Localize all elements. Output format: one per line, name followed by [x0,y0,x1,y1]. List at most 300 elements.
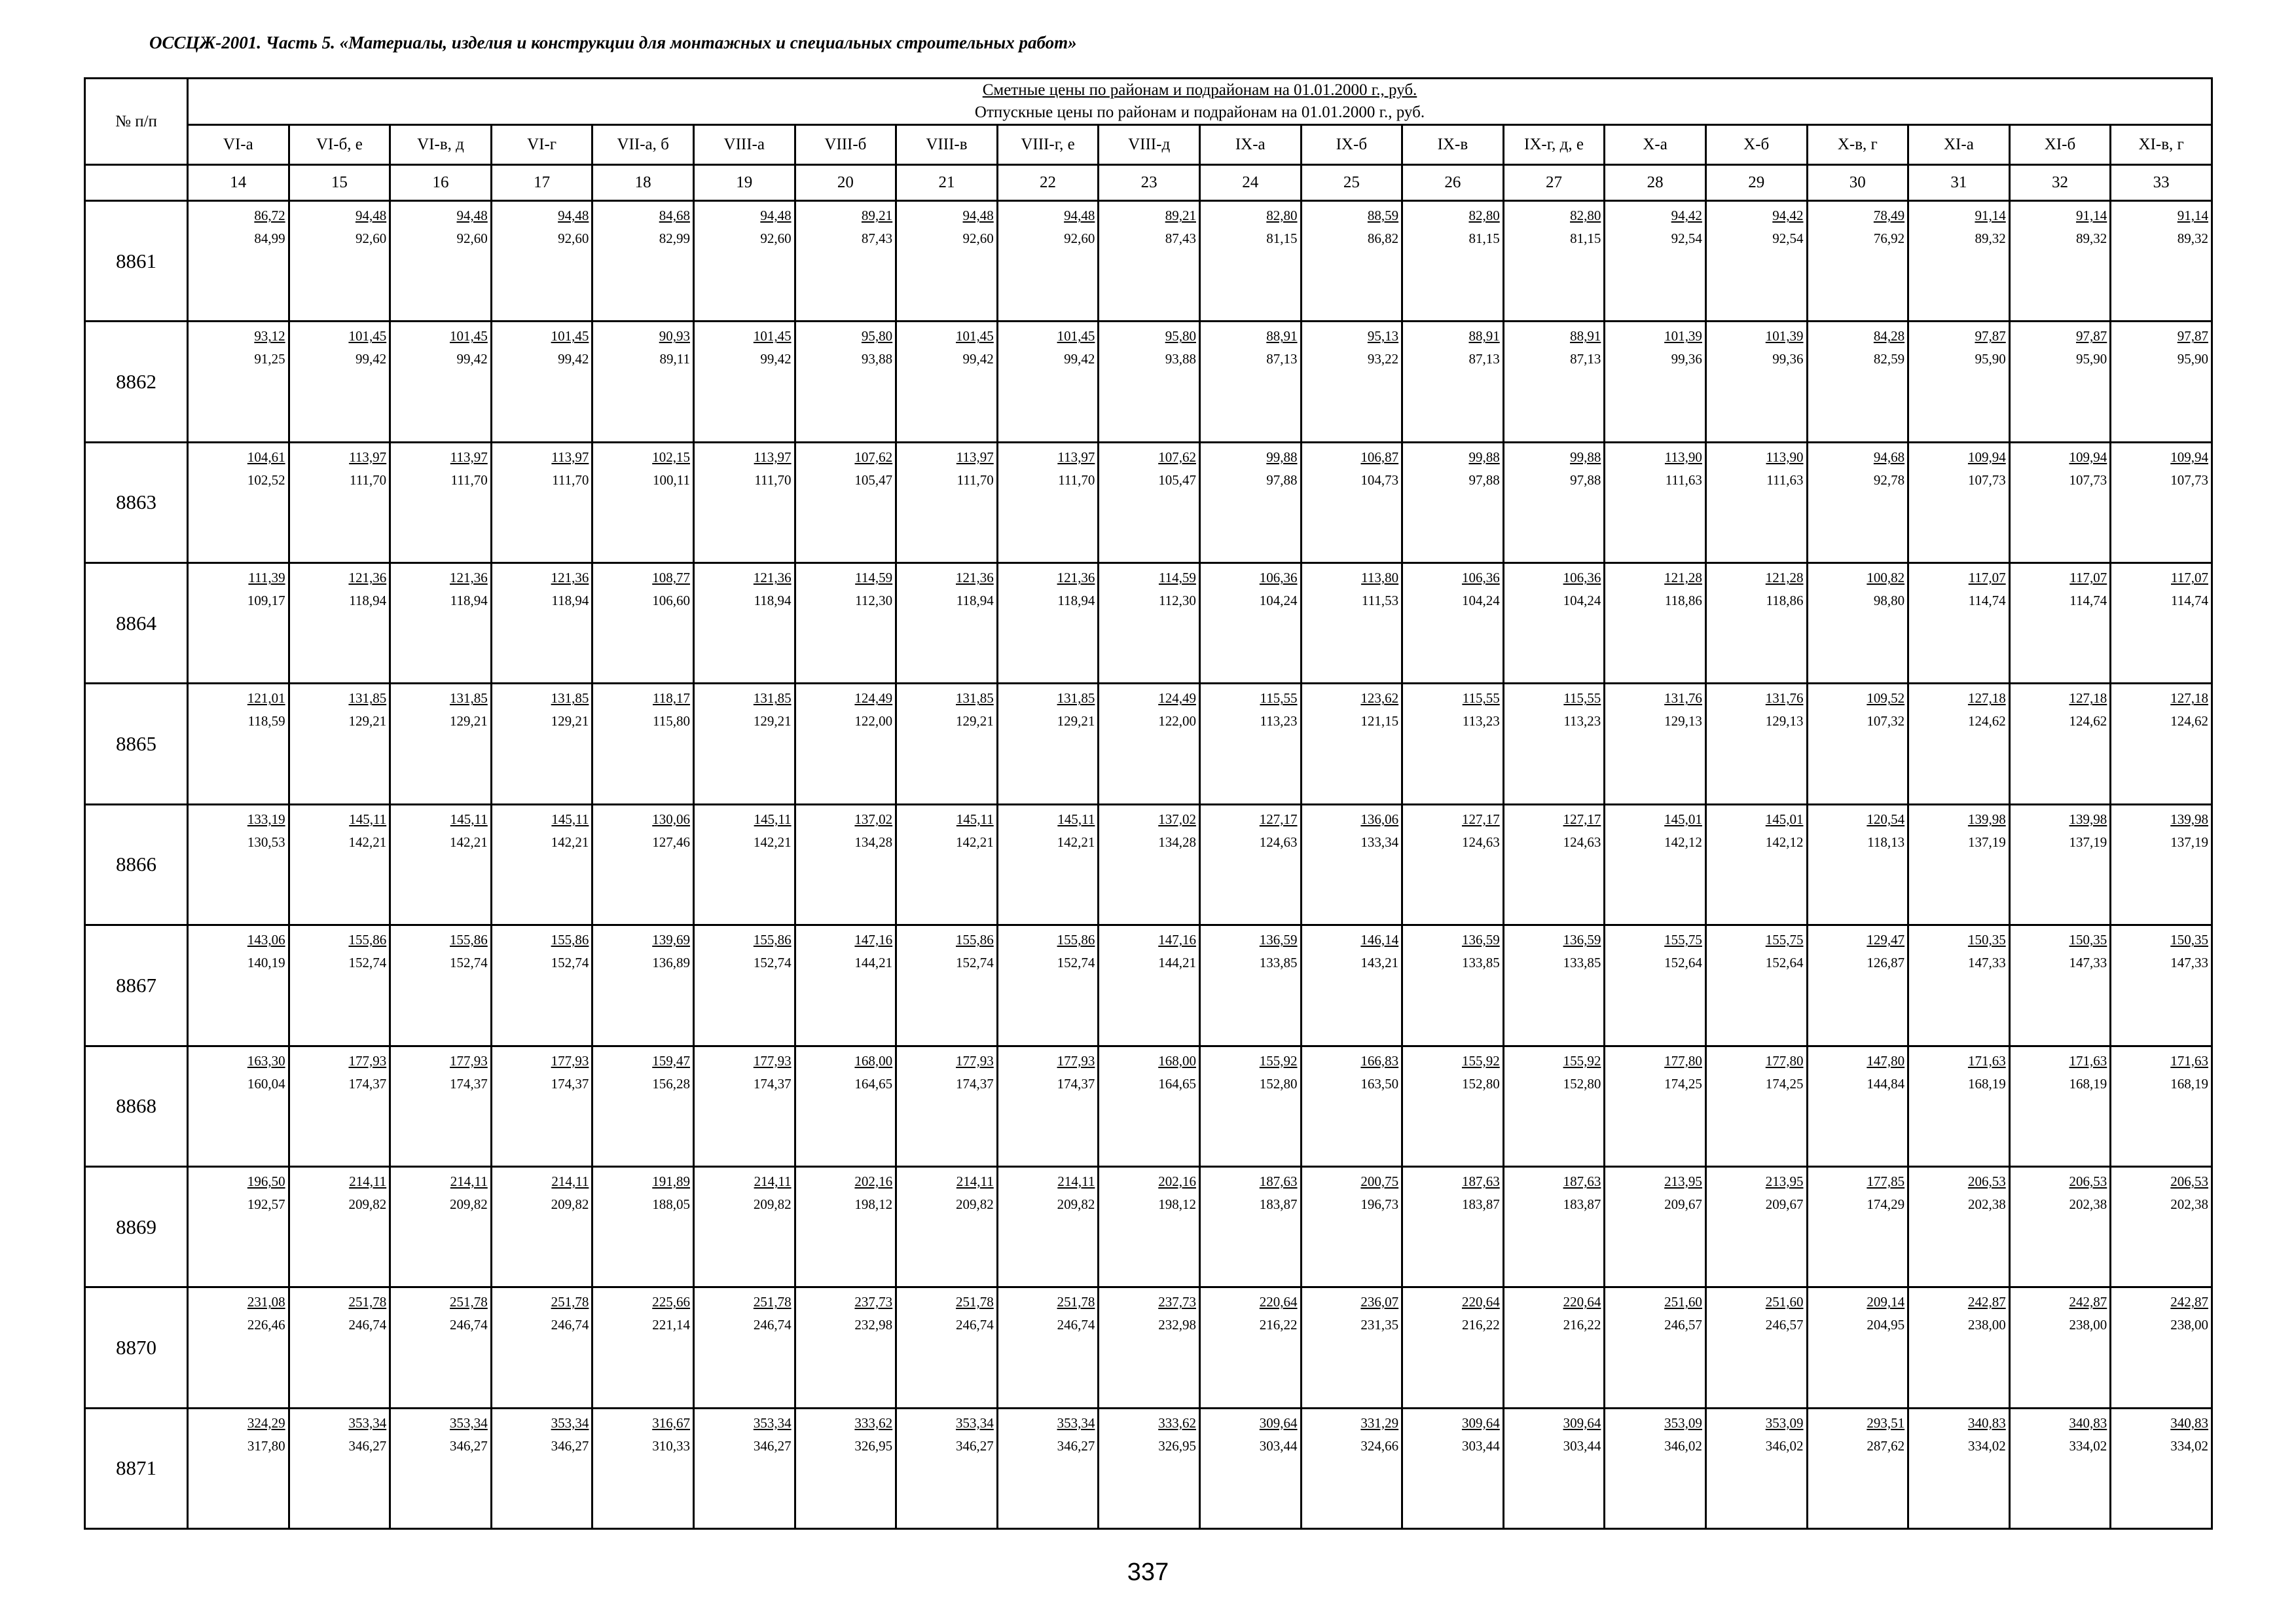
estimate-price: 202,16 [1158,1173,1196,1189]
price-cell [896,1287,998,1408]
release-price: 82,59 [1873,351,1905,367]
release-price: 137,19 [1967,834,2006,850]
estimate-price: 213,95 [1765,1173,1804,1189]
release-price: 118,13 [1867,834,1905,850]
price-cell [2009,1166,2111,1287]
release-price: 98,80 [1873,593,1905,609]
price-cell [491,804,592,925]
estimate-price: 84,68 [659,208,690,223]
estimate-price: 127,18 [2069,690,2107,707]
price-cell [1503,563,1605,684]
release-price: 109,17 [247,593,285,609]
price-cell [491,442,592,563]
estimate-price: 94,48 [760,208,792,223]
estimate-price: 101,39 [1664,328,1702,344]
release-price: 346,27 [551,1437,589,1454]
estimate-price: 99,88 [1570,449,1601,465]
price-cell [188,201,289,322]
estimate-price: 117,07 [2171,570,2208,586]
price-cell [1605,1408,1706,1528]
estimate-price: 121,01 [247,690,285,707]
price-cell [1099,1408,1200,1528]
column-index: 26 [1402,165,1504,201]
row-number: 8871 [85,1408,188,1528]
estimate-price: 133,19 [247,811,285,827]
estimate-price: 88,91 [1570,328,1601,344]
table-row [85,1408,2212,1528]
row-number: 8870 [85,1287,188,1408]
price-cell [896,684,998,804]
price-cell [1199,563,1301,684]
estimate-price: 104,61 [247,449,285,465]
release-price: 164,65 [1158,1075,1196,1092]
price-cell [1301,925,1402,1046]
price-cell [2009,1408,2111,1528]
release-price: 104,24 [1563,593,1601,609]
estimate-price: 114,59 [1158,570,1196,586]
release-price: 99,42 [355,351,387,367]
running-header: ОССЦЖ-2001. Часть 5. «Материалы, изделия и конструкции для монтажных и специальных строительных работ» [149,33,1077,52]
price-cell [2009,925,2111,1046]
estimate-price: 101,45 [551,328,589,344]
price-cell [1807,1166,1908,1287]
release-price: 209,82 [1057,1196,1095,1212]
price-cell [1807,804,1908,925]
release-price: 99,36 [1772,351,1804,367]
price-cell [1199,1408,1301,1528]
column-index: 29 [1705,165,1807,201]
release-price: 326,95 [1158,1437,1196,1454]
price-cell [1402,1046,1504,1166]
release-price: 142,21 [348,834,387,850]
estimate-price: 91,14 [1975,208,2006,223]
district-header: IX-г, д, е [1503,125,1605,165]
estimate-price: 114,59 [855,570,893,586]
release-price: 346,27 [753,1437,792,1454]
price-cell [693,1408,795,1528]
price-cell [997,1408,1099,1528]
row-number: 8866 [85,804,188,925]
estimate-price: 106,36 [1563,570,1601,586]
release-price: 246,57 [1664,1317,1702,1333]
price-cell [2009,804,2111,925]
price-cell [1402,1166,1504,1287]
price-cell [1301,1046,1402,1166]
release-price: 97,88 [1468,471,1500,488]
estimate-price: 127,18 [1967,690,2006,707]
estimate-price: 150,35 [2069,932,2107,948]
release-price: 202,38 [2069,1196,2107,1212]
release-price: 346,27 [450,1437,488,1454]
price-cell [289,1287,390,1408]
price-cell [997,442,1099,563]
price-cell [1199,322,1301,442]
price-cell [1099,1287,1200,1408]
district-header: VII-а, б [592,125,694,165]
estimate-price: 187,63 [1461,1173,1500,1189]
estimate-price: 121,28 [1765,570,1804,586]
release-price: 134,28 [854,834,893,850]
estimate-price: 115,55 [1260,690,1298,707]
district-header: VI-б, е [289,125,390,165]
price-cell [592,684,694,804]
release-price: 89,32 [2177,231,2208,246]
price-cell [1605,563,1706,684]
release-price: 231,35 [1360,1317,1399,1333]
release-price: 118,59 [247,713,285,729]
release-price: 114,74 [1968,593,2006,609]
price-cell [2111,925,2212,1046]
price-cell [1402,1287,1504,1408]
release-price: 346,27 [956,1437,994,1454]
release-price: 192,57 [247,1196,285,1212]
price-cell [592,925,694,1046]
price-cell [997,322,1099,442]
price-cell [2111,563,2212,684]
estimate-price: 107,62 [854,449,893,465]
estimate-price: 333,62 [854,1414,893,1431]
estimate-price: 137,02 [854,811,893,827]
release-price: 111,70 [552,471,589,488]
table-row [85,201,2212,322]
price-cell [2111,322,2212,442]
release-price: 156,28 [652,1075,690,1092]
release-price: 152,74 [956,955,994,971]
release-price: 202,38 [1967,1196,2006,1212]
price-cell [390,925,492,1046]
estimate-price: 145,11 [956,811,994,827]
estimate-price: 214,11 [349,1173,387,1189]
estimate-price: 177,93 [753,1052,792,1069]
price-cell [188,1287,289,1408]
estimate-price: 99,88 [1266,449,1298,465]
estimate-price: 353,34 [551,1414,589,1431]
estimate-price: 139,69 [652,932,690,948]
estimate-price: 242,87 [2069,1294,2107,1310]
price-cell [1908,1408,2010,1528]
price-cell [289,1046,390,1166]
estimate-price: 124,49 [854,690,893,707]
price-cell [997,925,1099,1046]
price-cell [2111,1287,2212,1408]
price-cell [1199,1046,1301,1166]
price-cell [1605,804,1706,925]
price-cell [188,1046,289,1166]
release-price: 346,02 [1765,1437,1804,1454]
release-price: 87,13 [1570,351,1601,367]
estimate-price: 206,53 [2069,1173,2107,1189]
release-price: 87,43 [861,231,893,246]
row-number: 8864 [85,563,188,684]
estimate-price: 127,17 [1259,811,1298,827]
release-price: 303,44 [1259,1437,1298,1454]
price-cell [1605,925,1706,1046]
price-cell [2111,684,2212,804]
estimate-price: 101,45 [956,328,994,344]
price-cell [390,563,492,684]
release-price: 147,33 [1967,955,2006,971]
price-cell [2111,1166,2212,1287]
estimate-price: 159,47 [652,1052,690,1069]
price-cell [795,1166,896,1287]
estimate-price: 94,48 [456,208,488,223]
estimate-price: 90,93 [659,328,690,344]
table-row [85,684,2212,804]
price-cell [2009,442,2111,563]
estimate-price: 94,42 [1772,208,1804,223]
estimate-price: 251,60 [1664,1294,1702,1310]
estimate-price: 177,93 [348,1052,387,1069]
release-price: 111,63 [1766,471,1804,488]
price-cell [188,563,289,684]
price-cell [1099,563,1200,684]
price-cell [1908,925,2010,1046]
release-price: 104,73 [1360,471,1399,488]
price-cell [1503,1408,1605,1528]
row-number: 8869 [85,1166,188,1287]
price-cell [1099,201,1200,322]
estimate-price: 136,59 [1563,932,1601,948]
district-header: X-в, г [1807,125,1908,165]
release-price: 174,37 [753,1075,792,1092]
estimate-price: 155,86 [450,932,488,948]
release-price: 92,60 [1064,231,1095,246]
price-cell [1199,1287,1301,1408]
price-cell [188,322,289,442]
price-cell [1807,1046,1908,1166]
estimate-price: 91,14 [2177,208,2208,223]
estimate-price: 131,85 [956,690,994,707]
release-price: 82,99 [659,231,690,246]
estimate-price: 99,88 [1468,449,1500,465]
estimate-price: 353,34 [348,1414,387,1431]
price-cell [1099,925,1200,1046]
price-cell [1503,1166,1605,1287]
estimate-price: 88,91 [1266,328,1298,344]
column-index: 28 [1605,165,1706,201]
release-price: 92,54 [1772,231,1804,246]
price-cell [491,684,592,804]
estimate-price: 102,15 [652,449,690,465]
estimate-price: 166,83 [1360,1052,1399,1069]
price-cell [390,201,492,322]
release-price: 129,21 [450,713,488,729]
release-price: 188,05 [652,1196,690,1212]
price-cell [1199,201,1301,322]
release-price: 113,23 [1563,713,1601,729]
price-cell [2009,684,2111,804]
price-cell [896,1166,998,1287]
price-cell [1301,1408,1402,1528]
price-cell [491,201,592,322]
estimate-price: 113,90 [1664,449,1702,465]
release-price: 246,74 [1057,1317,1095,1333]
price-cell [188,804,289,925]
column-index: 14 [188,165,289,201]
release-price: 107,73 [1967,471,2006,488]
release-price: 142,21 [551,834,589,850]
release-price: 142,21 [450,834,488,850]
release-price: 92,78 [1873,471,1905,488]
release-price: 122,00 [1158,713,1196,729]
release-price: 147,33 [2170,955,2208,971]
column-index: 30 [1807,165,1908,201]
release-price: 133,85 [1563,955,1601,971]
release-prices-title: Отпускные цены по районам и подрайонам на 01.01.2000 г., руб. [974,103,1425,121]
price-cell [1402,201,1504,322]
estimate-price: 231,08 [247,1294,285,1310]
estimate-price: 131,76 [1765,690,1804,707]
estimate-price: 101,45 [753,328,792,344]
release-price: 204,95 [1867,1317,1905,1333]
release-price: 118,94 [1057,593,1095,609]
price-cell [795,1046,896,1166]
column-index: 21 [896,165,998,201]
release-price: 209,82 [551,1196,589,1212]
release-price: 130,53 [247,834,285,850]
price-cell [1807,563,1908,684]
price-cell [592,1287,694,1408]
release-price: 99,42 [962,351,994,367]
release-price: 111,70 [349,471,387,488]
estimate-price: 94,42 [1671,208,1702,223]
price-cell [997,1287,1099,1408]
price-cell [592,201,694,322]
estimate-price: 155,75 [1765,932,1804,948]
table-row [85,804,2212,925]
price-cell [1807,201,1908,322]
price-cell [491,925,592,1046]
price-cell [1605,442,1706,563]
price-cell [1807,925,1908,1046]
release-price: 86,82 [1367,231,1399,246]
price-cell [1605,1046,1706,1166]
release-price: 144,21 [1158,955,1196,971]
estimate-price: 121,36 [956,570,994,586]
price-cell [2009,1046,2111,1166]
release-price: 89,11 [659,351,690,367]
release-price: 93,88 [861,351,893,367]
price-cell [1705,322,1807,442]
release-price: 81,15 [1570,231,1601,246]
estimate-price: 353,34 [956,1414,994,1431]
district-header: VIII-г, е [997,125,1099,165]
estimate-price: 145,11 [1057,811,1095,827]
estimate-price: 117,07 [1968,570,2006,586]
estimate-price: 177,93 [1057,1052,1095,1069]
release-price: 95,90 [2076,351,2107,367]
release-price: 174,37 [348,1075,387,1092]
release-price: 118,94 [551,593,589,609]
release-price: 97,88 [1266,471,1298,488]
price-cell [491,1046,592,1166]
estimate-price: 113,97 [349,449,387,465]
release-price: 89,32 [2076,231,2107,246]
release-price: 92,60 [962,231,994,246]
price-cell [1605,1166,1706,1287]
price-cell [390,322,492,442]
release-price: 137,19 [2170,834,2208,850]
release-price: 168,19 [1967,1075,2006,1092]
district-header: XI-в, г [2111,125,2212,165]
estimate-price: 171,63 [2170,1052,2208,1069]
price-cell [1705,1408,1807,1528]
estimate-price: 131,85 [551,690,589,707]
column-index: 25 [1301,165,1402,201]
release-price: 174,37 [1057,1075,1095,1092]
estimate-price: 82,80 [1570,208,1601,223]
price-cell [1503,1287,1605,1408]
release-price: 152,74 [450,955,488,971]
estimate-price: 120,54 [1867,811,1905,827]
price-cell [896,322,998,442]
release-price: 118,94 [450,593,488,609]
price-cell [289,804,390,925]
price-cell [1503,201,1605,322]
estimate-price: 101,45 [1057,328,1095,344]
price-cell [2009,563,2111,684]
estimate-price: 137,02 [1158,811,1196,827]
release-price: 104,24 [1259,593,1298,609]
release-price: 183,87 [1461,1196,1500,1212]
release-price: 107,32 [1867,713,1905,729]
estimate-prices-title: Сметные цены по районам и подрайонам на 01.01.2000 г., руб. [982,81,1417,99]
release-price: 174,29 [1867,1196,1905,1212]
release-price: 93,22 [1367,351,1399,367]
estimate-price: 86,72 [254,208,285,223]
release-price: 238,00 [2170,1317,2208,1333]
estimate-price: 108,77 [652,570,690,586]
price-cell [795,201,896,322]
release-price: 133,85 [1259,955,1298,971]
release-price: 113,23 [1260,713,1298,729]
estimate-price: 121,36 [348,570,387,586]
price-cell [289,563,390,684]
price-cell [896,804,998,925]
release-price: 287,62 [1867,1437,1905,1454]
price-cell [997,1166,1099,1287]
release-price: 129,21 [1057,713,1095,729]
release-price: 124,63 [1461,834,1500,850]
estimate-price: 150,35 [2170,932,2208,948]
estimate-price: 202,16 [854,1173,893,1189]
release-price: 91,25 [254,351,285,367]
estimate-price: 147,16 [1158,932,1196,948]
release-price: 144,21 [854,955,893,971]
price-cell [188,684,289,804]
estimate-price: 251,78 [956,1294,994,1310]
price-cell [896,563,998,684]
price-cell [491,322,592,442]
price-cell [2009,201,2111,322]
estimate-price: 94,68 [1873,449,1905,465]
estimate-price: 143,06 [247,932,285,948]
release-price: 198,12 [854,1196,893,1212]
estimate-price: 145,11 [551,811,589,827]
price-cell [1605,322,1706,442]
price-cell [795,442,896,563]
price-cell [2111,442,2212,563]
release-price: 346,27 [348,1437,387,1454]
price-cell [2111,804,2212,925]
price-cell [1199,442,1301,563]
price-cell [1705,563,1807,684]
release-price: 152,74 [551,955,589,971]
release-price: 324,66 [1360,1437,1399,1454]
price-cell [1807,322,1908,442]
estimate-price: 95,13 [1367,328,1399,344]
column-index: 32 [2009,165,2111,201]
